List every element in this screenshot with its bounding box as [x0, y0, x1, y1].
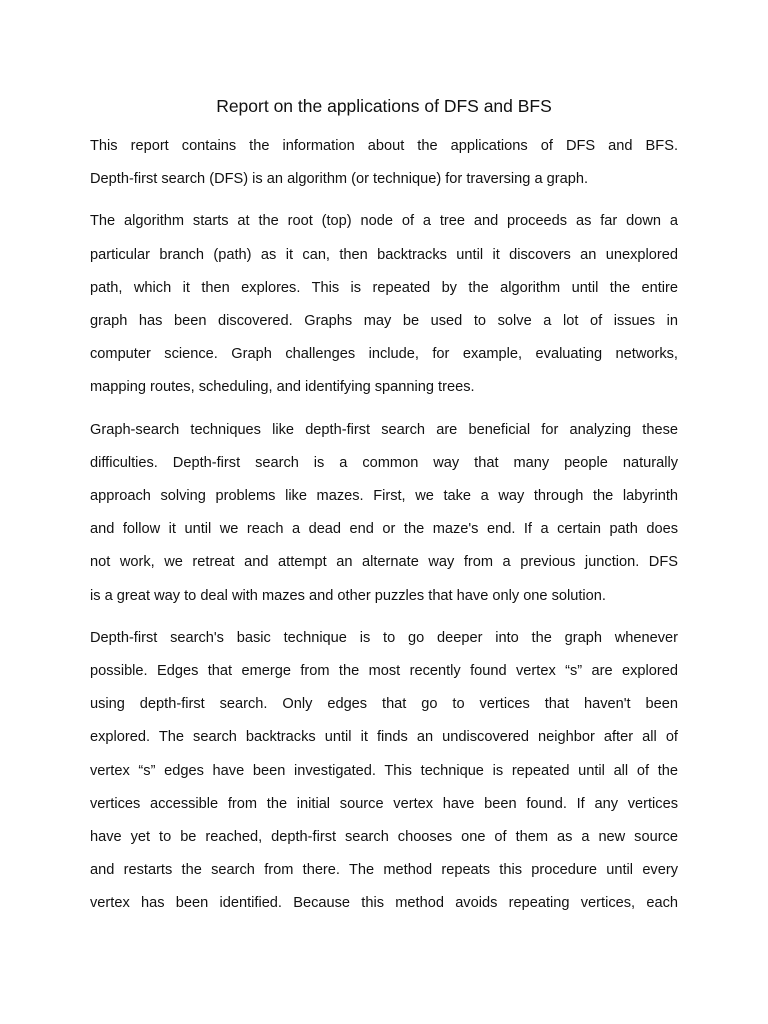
text-line: Graph-search techniques like depth-first search are beneficial for analyzing these — [90, 421, 678, 438]
document-title: Report on the applications of DFS and BFS — [216, 96, 552, 116]
text-line: using depth-first search. Only edges that go to vertices that haven't been — [90, 696, 678, 713]
paragraph-algorithm — [90, 205, 678, 404]
text-line: possible. Edges that emerge from the most recently found vertex “s” are explored — [90, 663, 678, 680]
text-line: difficulties. Depth-first search is a common way that many people naturally — [90, 454, 678, 471]
text-line: mapping routes, scheduling, and identifying spanning trees. — [90, 379, 475, 396]
text-line: approach solving problems like mazes. First, we take a way through the labyrinth — [90, 488, 678, 505]
text-line: graph has been discovered. Graphs may be used to solve a lot of issues in — [90, 313, 678, 330]
text-line: The algorithm starts at the root (top) node of a tree and proceeds as far down a — [90, 213, 678, 230]
text-line: have yet to be reached, depth-first search chooses one of them as a new source — [90, 829, 678, 846]
text-line: is a great way to deal with mazes and other puzzles that have only one solution. — [90, 587, 606, 604]
paragraph-graph-search — [90, 414, 678, 613]
text-line: path, which it then explores. This is repeated by the algorithm until the entire — [90, 279, 678, 296]
text-line: computer science. Graph challenges include, for example, evaluating networks, — [90, 346, 678, 363]
text-line: vertex “s” edges have been investigated. This technique is repeated until all of the — [90, 762, 678, 779]
text-line: and restarts the search from there. The method repeats this procedure until every — [90, 862, 678, 879]
text-line: Depth-first search's basic technique is to go deeper into the graph whenever — [90, 629, 678, 646]
text-line: not work, we retreat and attempt an alternate way from a previous junction. DFS — [90, 554, 678, 571]
document-body — [90, 130, 678, 930]
text-line: vertices accessible from the initial source vertex have been found. If any vertices — [90, 795, 678, 812]
paragraph-technique — [90, 622, 678, 921]
text-line: This report contains the information about the applications of DFS and BFS. — [90, 138, 678, 154]
text-line: vertex has been identified. Because this method avoids repeating vertices, each — [90, 895, 678, 912]
text-line: explored. The search backtracks until it finds an undiscovered neighbor after all of — [90, 729, 678, 746]
paragraph-intro — [90, 130, 678, 196]
text-line: and follow it until we reach a dead end or the maze's end. If a certain path does — [90, 521, 678, 538]
text-line: particular branch (path) as it can, then backtracks until it discovers an unexplored — [90, 246, 678, 263]
text-line: Depth-first search (DFS) is an algorithm (or technique) for traversing a graph. — [90, 171, 589, 188]
